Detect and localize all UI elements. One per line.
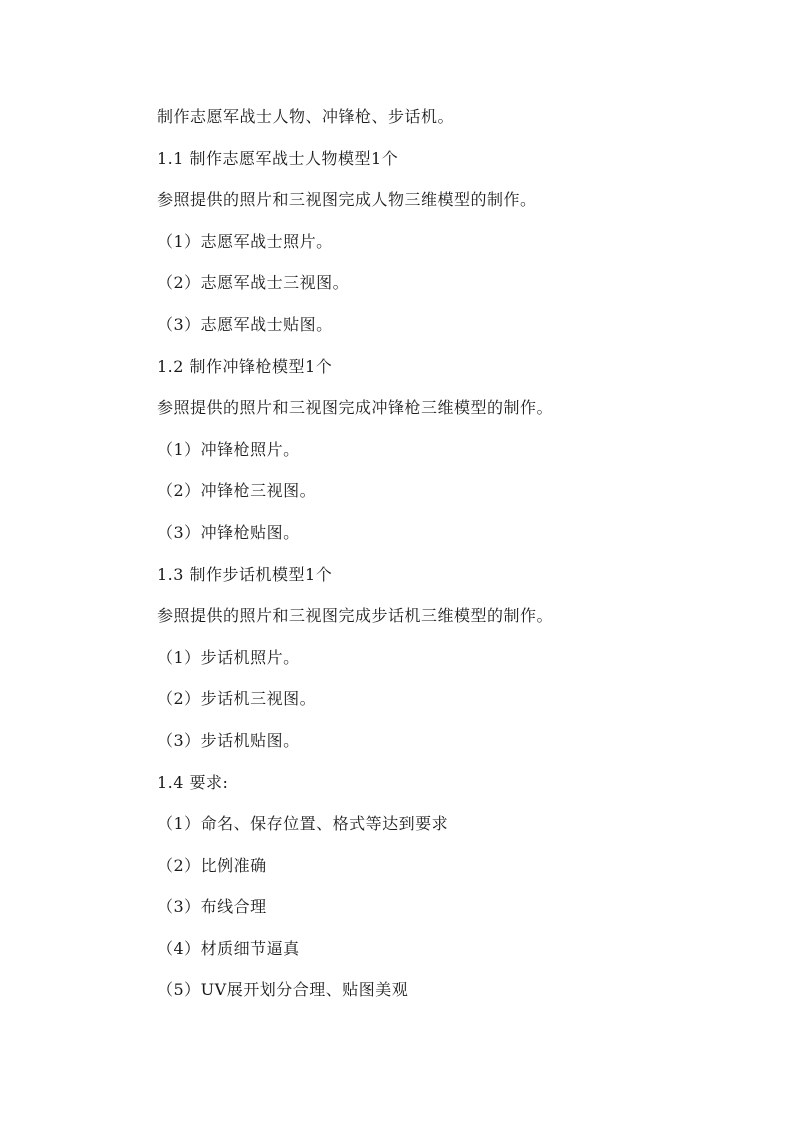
section-heading-1-3: 1.3 制作步话机模型1个 — [157, 564, 333, 584]
section-1-3-item-1: （1）步话机照片。 — [157, 647, 300, 667]
section-1-3-item-2: （2）步话机三视图。 — [157, 689, 317, 709]
intro-line: 制作志愿军战士人物、冲锋枪、步话机。 — [157, 107, 455, 126]
section-1-2-item-3: （3）冲锋枪贴图。 — [157, 522, 300, 542]
section-heading-1-1: 1.1 制作志愿军战士人物模型1个 — [157, 148, 399, 168]
requirement-item-1: （1）命名、保存位置、格式等达到要求 — [157, 814, 449, 834]
section-heading-1-2: 1.2 制作冲锋枪模型1个 — [157, 356, 333, 376]
document-body — [157, 103, 717, 1018]
section-1-3-item-3: （3）步话机贴图。 — [157, 730, 300, 750]
section-1-1-item-1: （1）志愿军战士照片。 — [157, 231, 333, 251]
requirement-item-5: （5）UV展开划分合理、贴图美观 — [157, 980, 409, 1000]
requirement-item-3: （3）布线合理 — [157, 897, 267, 917]
section-1-1-item-3: （3）志愿军战士贴图。 — [157, 314, 333, 334]
section-1-2-description: 参照提供的照片和三视图完成冲锋枪三维模型的制作。 — [157, 398, 554, 418]
section-1-1-description: 参照提供的照片和三视图完成人物三维模型的制作。 — [157, 190, 537, 210]
requirement-item-2: （2）比例准确 — [157, 855, 267, 875]
section-heading-1-4: 1.4 要求: — [157, 772, 229, 792]
requirement-item-4: （4）材质细节逼真 — [157, 938, 300, 958]
section-1-3-description: 参照提供的照片和三视图完成步话机三维模型的制作。 — [157, 606, 554, 626]
section-1-2-item-1: （1）冲锋枪照片。 — [157, 439, 300, 459]
section-1-1-item-2: （2）志愿军战士三视图。 — [157, 273, 350, 293]
section-1-2-item-2: （2）冲锋枪三视图。 — [157, 481, 317, 501]
